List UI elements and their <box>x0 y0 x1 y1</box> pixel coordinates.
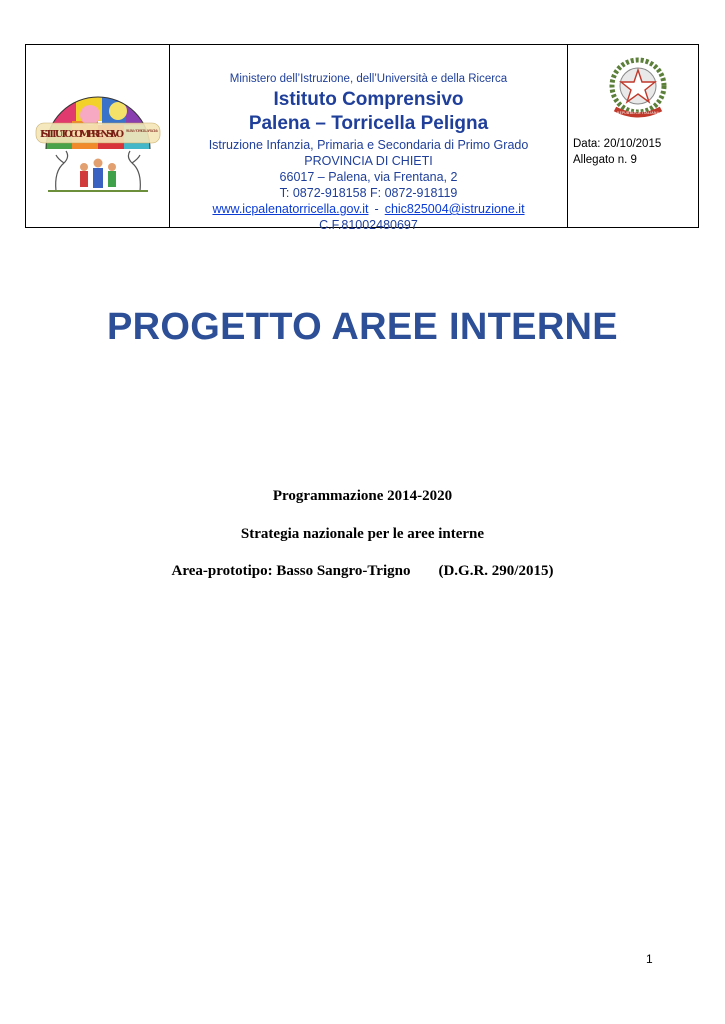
date-cell <box>568 45 698 227</box>
address-text: 66017 – Palena, via Frentana, 2 <box>279 170 458 184</box>
dgr-text: (D.G.R. 290/2015) <box>438 563 554 579</box>
school-title-line1: Istituto Comprensivo <box>273 89 464 110</box>
emblem-text: REPUBBLICA ITALIANA <box>617 111 659 115</box>
area-line <box>0 563 725 580</box>
istruzione-text: Istruzione Infanzia, Primaria e Secondaria di Primo Grado <box>208 138 529 152</box>
school-title-line2: Palena – Torricella Peligna <box>248 113 489 134</box>
provincia-text: PROVINCIA DI CHIETI <box>304 154 433 168</box>
school-info-cell <box>170 45 568 232</box>
phone-text: T: 0872-918158 F: 0872-918119 <box>279 186 458 200</box>
ministero-text: Ministero dell’Istruzione, dell’Università e della Ricerca <box>229 73 508 85</box>
school-logo <box>30 71 166 201</box>
strategia-text: Strategia nazionale per le aree interne <box>240 526 485 542</box>
logo-text: ISTITUTO COMPRENSIVO <box>39 129 124 140</box>
allegato-number: Allegato n. 9 <box>573 154 637 166</box>
document-date: Data: 20/10/2015 <box>573 138 662 150</box>
programmazione-text: Programmazione 2014-2020 <box>272 488 453 504</box>
cf-text: C.F.81002480697 <box>319 218 418 232</box>
contacts-line <box>170 201 567 217</box>
contacts-separator: - <box>374 202 379 216</box>
republic-emblem <box>603 53 673 123</box>
header-table <box>25 44 699 232</box>
email-link[interactable]: chic825004@istruzione.it <box>384 202 525 216</box>
page-number: 1 <box>646 952 653 966</box>
logo-subtext: PALENA · TORRICELLA PELIGNA <box>125 129 158 133</box>
school-logo-cell <box>26 45 170 227</box>
area-text: Area-prototipo: Basso Sangro-Trigno <box>171 563 411 579</box>
document-title: PROGETTO AREE INTERNE <box>107 306 618 348</box>
website-link[interactable]: www.icpalenatorricella.gov.it <box>212 202 369 216</box>
